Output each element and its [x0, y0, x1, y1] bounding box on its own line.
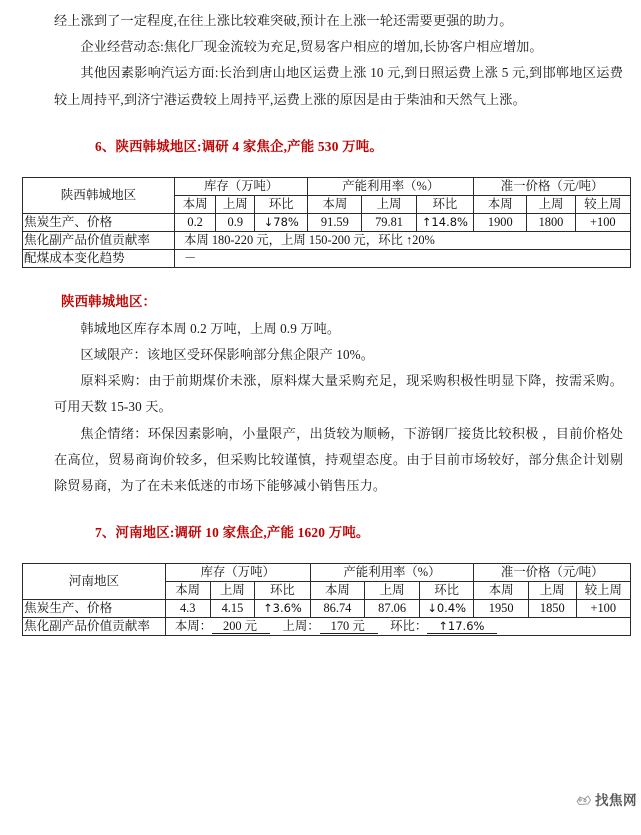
region-label-cell: 河南地区 — [23, 564, 166, 600]
byproduct-last-week-value: 170 元 — [320, 620, 378, 634]
cell-price-change: +100 — [576, 600, 630, 618]
cell-price-change: +100 — [575, 213, 630, 231]
cell-util-last-week: 79.81 — [362, 213, 416, 231]
subheader-inv-last-week: 上周 — [210, 582, 255, 600]
cell-price-last-week: 1800 — [527, 213, 575, 231]
subheader-util-last-week: 上周 — [365, 582, 420, 600]
section-heading-7: 7、河南地区:调研 10 家焦企,产能 1620 万吨。 — [95, 525, 370, 541]
paragraph-inventory: 韩城地区库存本周 0.2 万吨，上周 0.9 万吨。 — [80, 320, 341, 336]
cell-util-last-week: 87.06 — [365, 600, 420, 618]
subheader-inv-this-week: 本周 — [174, 195, 215, 213]
paragraph-business-dynamics: 企业经营动态:焦化厂现金流较为充足,贸易客户相应的增加,长协客户相应增加。 — [80, 39, 543, 55]
group-header-inventory: 库存（万吨） — [174, 177, 307, 195]
subheader-price-this-week: 本周 — [474, 195, 527, 213]
byproduct-change-value: ↑17.6% — [427, 620, 497, 634]
spacer-before-table-7 — [10, 543, 631, 563]
subheader-inv-this-week: 本周 — [165, 582, 210, 600]
cell-util-change: ↑14.8% — [416, 213, 474, 231]
subheader-util-last-week: 上周 — [362, 195, 416, 213]
table-shaanxi-hancheng — [22, 177, 631, 268]
table-row-production-price — [23, 600, 631, 618]
cell-coal-cost-value: － — [174, 249, 630, 267]
paragraph-raw-material: 原料采购：由于前期煤价未涨，原料煤大量采购充足，现采购积极性明显下降，按需采购。可用天数 15-30 天。 — [54, 373, 623, 415]
row-label-byproduct: 焦化副产品价值贡献率 — [23, 231, 175, 249]
subheader-util-change: 环比 — [416, 195, 474, 213]
coal-logo-icon — [574, 790, 593, 809]
spacer-before-heading-7 — [10, 499, 631, 523]
cell-byproduct-value: 本周 180-220 元，上周 150-200 元，环比 ↑20% — [174, 231, 630, 249]
subheader-util-this-week: 本周 — [308, 195, 362, 213]
group-header-price: 准一价格（元/吨） — [474, 177, 631, 195]
cell-price-last-week: 1850 — [528, 600, 576, 618]
watermark — [574, 789, 637, 809]
subheading-shaanxi-hancheng: 陕西韩城地区： — [61, 293, 157, 309]
paragraph-other-factors: 其他因素影响汽运方面:长治到唐山地区运费上涨 10 元,到日照运费上涨 5 元,到邯郸地区运费较上周持平,到济宁港运费较上周持平,运费上涨的原因是由于柴油和天然气上涨。 — [54, 65, 623, 107]
cell-inv-change: ↑3.6% — [255, 600, 310, 618]
spacer-before-table-6 — [10, 157, 631, 177]
subheader-inv-last-week: 上周 — [216, 195, 255, 213]
subheader-util-change: 环比 — [419, 582, 473, 600]
subheader-util-this-week: 本周 — [310, 582, 365, 600]
paragraph-regional-limit: 区域限产：该地区受环保影响部分焦企限产 10%。 — [80, 347, 375, 363]
byproduct-last-week-label: 上周： — [282, 619, 320, 634]
spacer-before-heading-6 — [10, 113, 631, 137]
spacer-after-table-6 — [10, 268, 631, 292]
cell-util-change: ↓0.4% — [419, 600, 473, 618]
row-label-production-price: 焦炭生产、价格 — [23, 600, 166, 618]
byproduct-change-label: 环比： — [390, 619, 428, 634]
byproduct-this-week-value: 200 元 — [212, 620, 270, 634]
section-heading-6: 6、陕西韩城地区:调研 4 家焦企,产能 530 万吨。 — [95, 138, 383, 154]
cell-price-this-week: 1950 — [474, 600, 529, 618]
subheader-price-last-week: 上周 — [528, 582, 576, 600]
paragraph-continued: 经上涨到了一定程度,在往上涨比较难突破,预计在上涨一轮还需要更强的助力。 — [54, 13, 513, 28]
cell-inv-last-week: 4.15 — [210, 600, 255, 618]
group-header-price: 准一价格（元/吨） — [474, 564, 631, 582]
table-row-byproduct — [23, 618, 631, 636]
subheader-price-last-week: 上周 — [527, 195, 575, 213]
table-row-byproduct — [23, 231, 631, 249]
table-row-header-group — [23, 177, 631, 195]
subheader-inv-change: 环比 — [255, 582, 310, 600]
group-header-utilization: 产能利用率（%） — [308, 177, 474, 195]
table-henan — [22, 563, 631, 636]
watermark-label: 找焦网 — [595, 793, 637, 808]
subheader-price-change: 较上周 — [576, 582, 630, 600]
group-header-inventory: 库存（万吨） — [165, 564, 310, 582]
row-label-coal-cost: 配煤成本变化趋势 — [23, 249, 175, 267]
subheader-inv-change: 环比 — [255, 195, 308, 213]
table-row-header-group — [23, 564, 631, 582]
cell-inv-this-week: 0.2 — [174, 213, 215, 231]
byproduct-this-week-label: 本周： — [174, 619, 212, 634]
cell-inv-this-week: 4.3 — [165, 600, 210, 618]
paragraph-sentiment: 焦企情绪：环保因素影响，小量限产，出货较为顺畅，下游钢厂接货比较积极 ，目前价格处在高位，贸易商询价较多，但采购比较谨慎，持观望态度。由于目前市场较好，部分焦企计划剔除贸易商，为了在未来低迷的市场下能够减小销售压力。 — [54, 425, 623, 494]
cell-util-this-week: 91.59 — [308, 213, 362, 231]
cell-util-this-week: 86.74 — [310, 600, 365, 618]
group-header-utilization: 产能利用率（%） — [310, 564, 474, 582]
region-label-cell: 陕西韩城地区 — [23, 177, 175, 213]
cell-byproduct-value — [165, 618, 630, 636]
spacer-top — [10, 0, 631, 8]
table-row-production-price — [23, 213, 631, 231]
subheader-price-this-week: 本周 — [474, 582, 529, 600]
cell-price-this-week: 1900 — [474, 213, 527, 231]
cell-inv-last-week: 0.9 — [216, 213, 255, 231]
cell-inv-change: ↓78% — [255, 213, 308, 231]
row-label-production-price: 焦炭生产、价格 — [23, 213, 175, 231]
subheader-price-change: 较上周 — [575, 195, 630, 213]
row-label-byproduct: 焦化副产品价值贡献率 — [23, 618, 166, 636]
table-row-coal-cost — [23, 249, 631, 267]
